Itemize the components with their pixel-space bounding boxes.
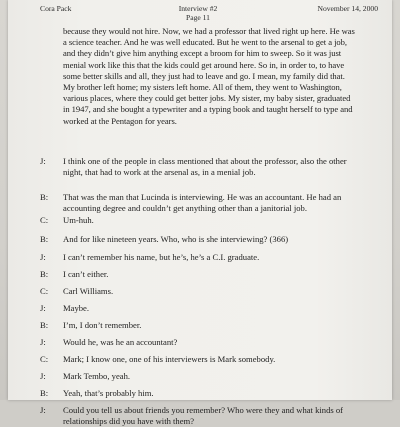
opening-paragraph	[63, 26, 375, 127]
speaker-label: J:	[40, 252, 46, 262]
speaker-label: J:	[40, 405, 46, 415]
turn-line: accounting degree and couldn’t get anything other than a janitorial job.	[63, 203, 307, 214]
speaker-label: J:	[40, 337, 46, 347]
turn-text	[63, 156, 381, 178]
paragraph-line: My brother left home; my sisters left home. All of them, they went to Washington,	[63, 82, 342, 93]
speaker-label: C:	[40, 286, 49, 296]
paragraph-line: various places, where they could get better jobs. My sister, my baby sister, graduated	[63, 93, 351, 104]
turn-text	[63, 192, 381, 214]
turn-line: I can’t remember his name, but he’s, he’s a C.I. graduate.	[63, 252, 260, 262]
turn-line: Could you tell us about friends you remember? Who were they and what kinds of	[63, 405, 344, 415]
turn-text	[63, 252, 381, 263]
turn-line: Mark Tembo, yeah.	[63, 371, 131, 381]
turn-line: Carl Williams.	[63, 286, 114, 296]
speaker-label: J:	[40, 303, 46, 313]
interview-date: November 14, 2000	[317, 4, 378, 13]
turn-line: I’m, I don’t remember.	[63, 320, 142, 330]
paragraph-line: menial work like this that the kids could get around here. So in, in order to, to have	[63, 59, 345, 70]
turn-text	[63, 269, 381, 280]
speaker-label: B:	[40, 388, 49, 398]
interviewee-name: Cora Pack	[40, 4, 72, 13]
speaker-label: B:	[40, 192, 49, 202]
turn-text	[63, 234, 381, 245]
speaker-label: J:	[40, 371, 46, 381]
turn-line: Um-huh.	[63, 215, 94, 225]
page-number: Page 11	[186, 13, 210, 22]
turn-line: And for like nineteen years. Who, who is she interviewing? (366)	[63, 234, 289, 244]
turn-text	[63, 371, 381, 382]
turn-text	[63, 388, 381, 399]
speaker-label: C:	[40, 354, 49, 364]
speaker-label: B:	[40, 320, 49, 330]
paragraph-line: in 1947, and she bought a typewriter and a typing book and taught herself to type and	[63, 104, 353, 115]
paragraph-line: because they would not hire. Now, we had a professor that lived right up here. He was	[63, 26, 355, 36]
turn-line: Maybe.	[63, 303, 90, 313]
turn-text	[63, 405, 381, 427]
turn-line: relationships did you have with them?	[63, 416, 195, 427]
turn-line: night, that had to work at the arsenal as, in a menial job.	[63, 167, 256, 178]
turn-text	[63, 337, 381, 348]
interview-number: Interview #2	[178, 4, 218, 13]
paragraph-line: some better skills and all, they just had to leave and go. I mean, my family did that.	[63, 70, 345, 81]
speaker-label: B:	[40, 234, 49, 244]
turn-line: Would he, was he an accountant?	[63, 337, 178, 347]
turn-text	[63, 320, 381, 331]
speaker-label: C:	[40, 215, 49, 225]
turn-line: That was the man that Lucinda is interviewing. He was an accountant. He had an	[63, 192, 342, 202]
paragraph-line: worked at the Pentagon for years.	[63, 115, 177, 126]
turn-line: I can’t either.	[63, 269, 109, 279]
turn-text	[63, 286, 381, 297]
turn-line: Mark; I know one, one of his interviewers is Mark somebody.	[63, 354, 276, 364]
speaker-label: J:	[40, 156, 46, 166]
transcript-page	[8, 0, 392, 427]
turn-text	[63, 354, 381, 365]
speaker-label: B:	[40, 269, 49, 279]
paragraph-line: and they didn’t give him anything except a broom for him to sweep. So it was just	[63, 48, 342, 59]
turn-text	[63, 303, 381, 314]
turn-line: Yeah, that’s probably him.	[63, 388, 154, 398]
interview-heading	[148, 4, 248, 22]
turn-line: I think one of the people in class mentioned that about the professor, also the other	[63, 156, 347, 166]
paragraph-line: a science teacher. And he was well educated. But he went to the arsenal to get a job,	[63, 37, 348, 48]
turn-text	[63, 215, 381, 226]
